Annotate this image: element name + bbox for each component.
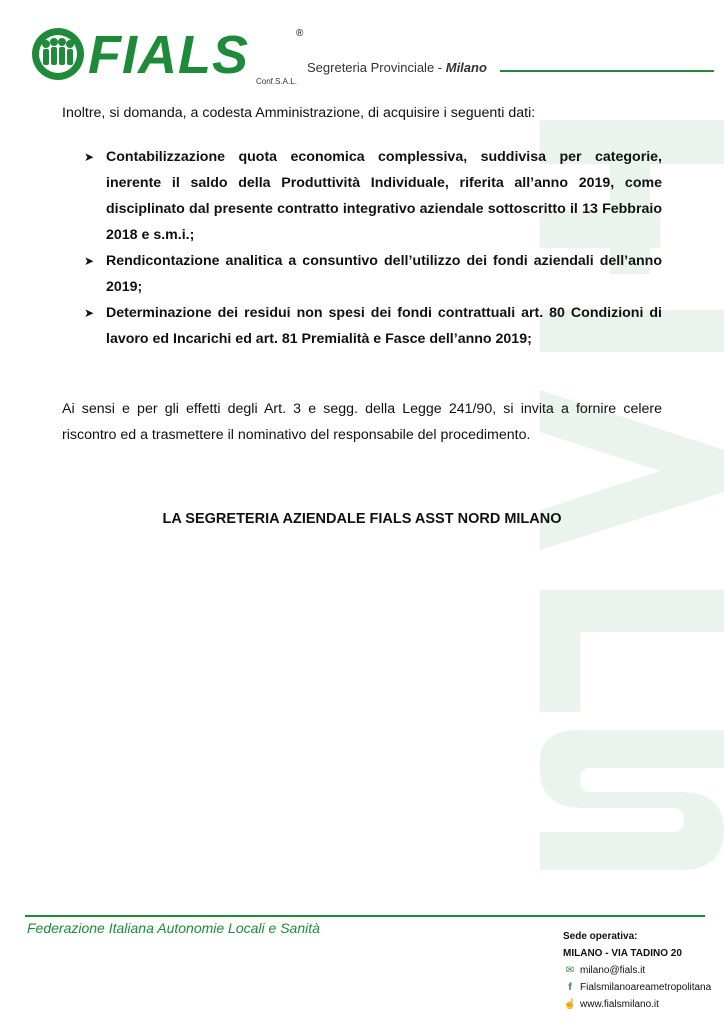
- list-item: [84, 144, 662, 248]
- signature: LA SEGRETERIA AZIENDALE FIALS ASST NORD MILANO: [162, 511, 562, 527]
- email-row: [563, 962, 711, 979]
- footer-divider: [25, 915, 705, 917]
- list-item-text: Determinazione dei residui non spesi dei fondi contrattuali art. 80 Condizioni di lavoro ed Incarichi ed art. 81 Premialità e Fasce dell’anno 2019;: [106, 305, 662, 347]
- list-item: [84, 300, 662, 352]
- email-link[interactable]: milano@fials.it: [580, 965, 646, 976]
- website-row: [563, 996, 711, 1013]
- facebook-link[interactable]: Fialsmilanoareametropolitana: [580, 982, 712, 993]
- mail-icon: ✉: [565, 965, 575, 976]
- address: MILANO - VIA TADINO 20: [563, 948, 682, 959]
- arrow-bullet-icon: ➤: [84, 150, 95, 164]
- list-item: [84, 248, 662, 300]
- website-link[interactable]: www.fialsmilano.it: [580, 999, 659, 1010]
- pointer-hand-icon: ☝: [563, 999, 577, 1010]
- list-item-text: Contabilizzazione quota economica complessiva, suddivisa per categorie, inerente il saldo della Produttività Individuale, riferita all’anno 2019, come disciplinato dal presente contratto integrativo aziendale sottoscritto il 13 Febbraio 2018 e s.m.i.;: [106, 149, 662, 243]
- arrow-bullet-icon: ➤: [84, 254, 95, 268]
- logo-wordmark: FIALS: [88, 25, 249, 85]
- federation-name: Federazione Italiana Autonomie Locali e Sanità: [27, 920, 320, 936]
- registered-mark: ®: [296, 28, 304, 39]
- subtitle-prefix: Segreteria Provinciale -: [307, 60, 446, 75]
- request-list: [84, 144, 662, 352]
- facebook-icon: f: [568, 982, 572, 993]
- arrow-bullet-icon: ➤: [84, 306, 95, 320]
- closing-paragraph: Ai sensi e per gli effetti degli Art. 3 e segg. della Legge 241/90, si invita a fornire celere riscontro ed a trasmettere il nominativo del responsabile del procedimento.: [62, 401, 662, 443]
- list-item-text: Rendicontazione analitica a consuntivo dell’utilizzo dei fondi aziendali dell’anno 2019;: [106, 253, 662, 295]
- letterhead: [0, 0, 724, 95]
- logo-conf: Conf.S.A.L.: [256, 77, 297, 86]
- sede-label: Sede operativa:: [563, 931, 638, 942]
- people-circle-icon: [30, 26, 86, 82]
- contact-block: [563, 928, 711, 1013]
- intro-paragraph: Inoltre, si domanda, a codesta Amministrazione, di acquisire i seguenti dati:: [62, 105, 536, 121]
- header-divider: [500, 70, 714, 72]
- facebook-row: [563, 979, 711, 996]
- header-subtitle: [307, 60, 487, 75]
- subtitle-city: Milano: [445, 60, 487, 75]
- fials-logo: [30, 26, 315, 88]
